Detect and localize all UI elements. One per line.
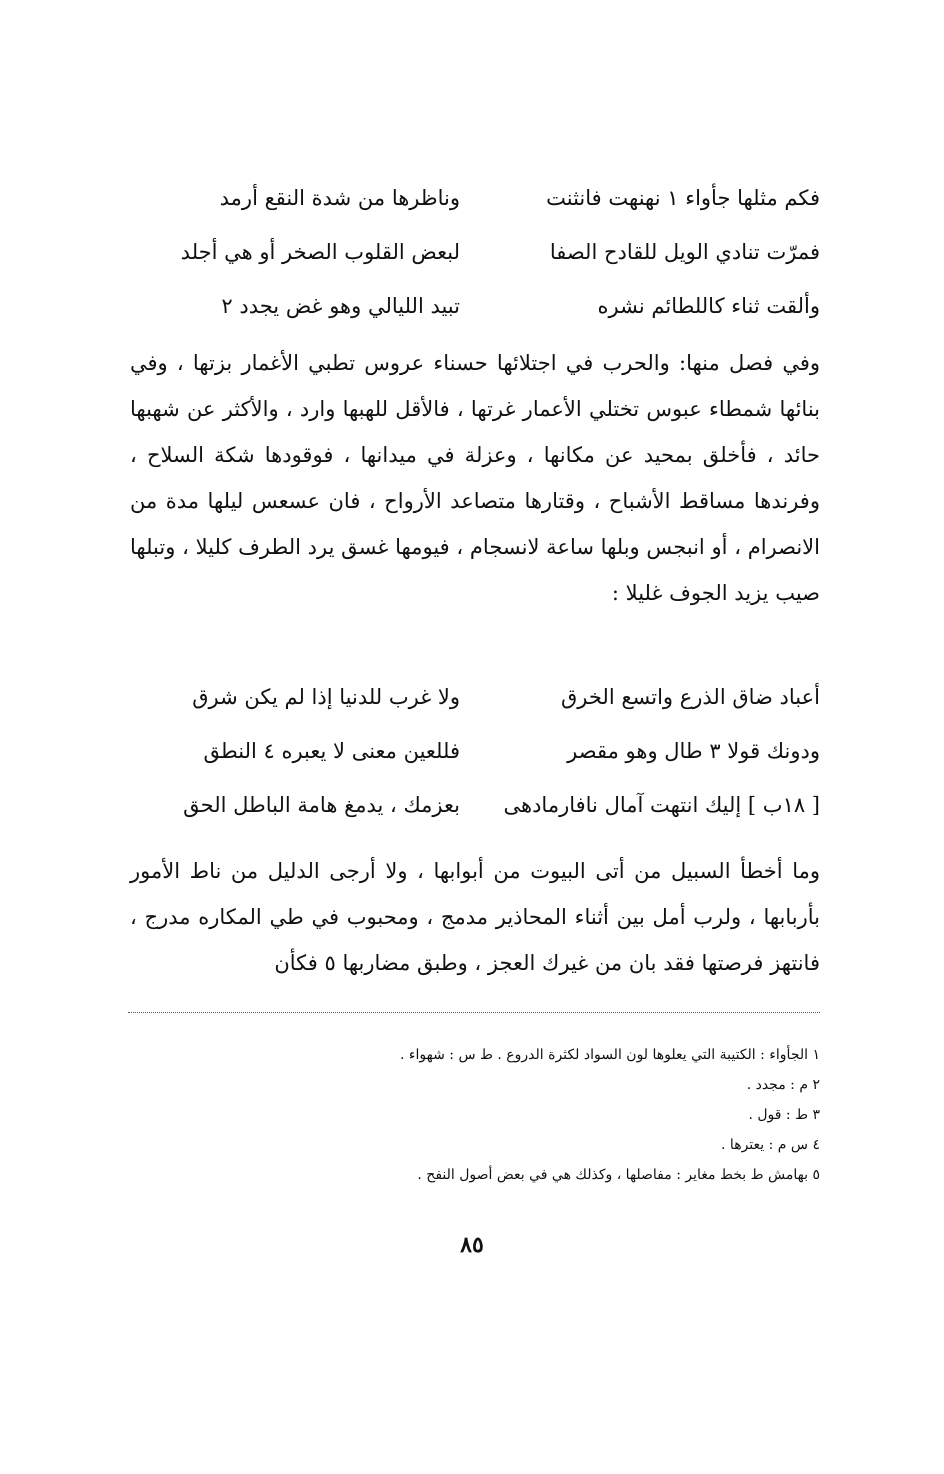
verse-hemistich-first: فكم مثلها جأواء ۱ نهنهت فانثنت [546,186,820,210]
verse-line [130,670,820,724]
verse-line [130,171,820,225]
footnote-item: ۲ م : مجدد . [746,1077,820,1093]
verse-hemistich-first: ودونك قولا ۳ طال وهو مقصر [567,739,820,763]
prose-paragraph-1: وفي فصل منها: والحرب في اجتلائها حسناء عروس تطبي الأغمار بزتها ، وفي بنائها شمطاء عبوس تختلي الأعمار غرتها ، فالأقل للهبها وارد ، والأكثر عن شهبها حائد ، فأخلق بمحيد عن مكانها ، وعزلة في ميدانها ، فوقودها شكة السلاح ، وفرندها مساقط الأشباح ، وقتارها متصاعد الأرواح ، فان عسعس ليلها مدة من الانصرام ، أو انبجس وبلها ساعة لانسجام ، فيومها غسق يرد الطرف كليلا ، وتبلها صيب يزيد الجوف غليلا : [130,351,820,605]
verse-line [130,279,820,333]
prose-paragraph-2: وما أخطأ السبيل من أتى البيوت من أبوابها ، ولا أرجى الدليل من ناط الأمور بأربابها ، ولرب أمل بين أثناء المحاذير مدمج ، ومحبوب في طي المكاره مدرج ، فانتهز فرصتها فقد بان من غيرك العجز ، وطبق مضاربها ٥ فكأن [130,859,820,975]
verse-line [130,225,820,279]
verse-hemistich-first: فمرّت تنادي الويل للقادح الصفا [549,240,820,264]
page-number: ۸٥ [460,1232,484,1258]
verse-line [130,778,820,832]
footnotes [240,1040,820,1190]
verse-line [130,724,820,778]
verse-hemistich-second: لبعض القلوب الصخر أو هي أجلد [180,240,460,264]
verse-hemistich-second: تبيد الليالي وهو غض يجدد ۲ [221,294,460,318]
verse-hemistich-first: وألقت ثناء كاللطائم نشره [597,294,820,318]
footnote-item: ٤ س م : يعترها . [721,1137,820,1153]
verse-hemistich-second: فللعين معنى لا يعبره ٤ النطق [203,739,460,763]
verse-block-2 [130,670,820,832]
footnote-item: ۱ الجأواء : الكتيبة التي يعلوها لون السواد لكثرة الدروع . ط س : شهواء . [400,1047,820,1063]
footnote-item: ۳ ط : قول . [748,1107,820,1123]
footnote-item: ٥ بهامش ط بخط مغاير : مفاصلها ، وكذلك هي في بعض أصول النفح . [417,1167,820,1183]
verse-block-1 [130,171,820,333]
verse-hemistich-second: وناظرها من شدة النقع أرمد [219,186,460,210]
verse-hemistich-second: ولا غرب للدنيا إذا لم يكن شرق [192,685,460,709]
footnote-divider [128,1012,820,1013]
verse-hemistich-first: [ ۱۸ب ] إليك انتهت آمال نافارمادهى [503,793,820,817]
verse-hemistich-second: بعزمك ، يدمغ هامة الباطل الحق [183,793,460,817]
verse-hemistich-first: أعباد ضاق الذرع واتسع الخرق [560,685,820,709]
